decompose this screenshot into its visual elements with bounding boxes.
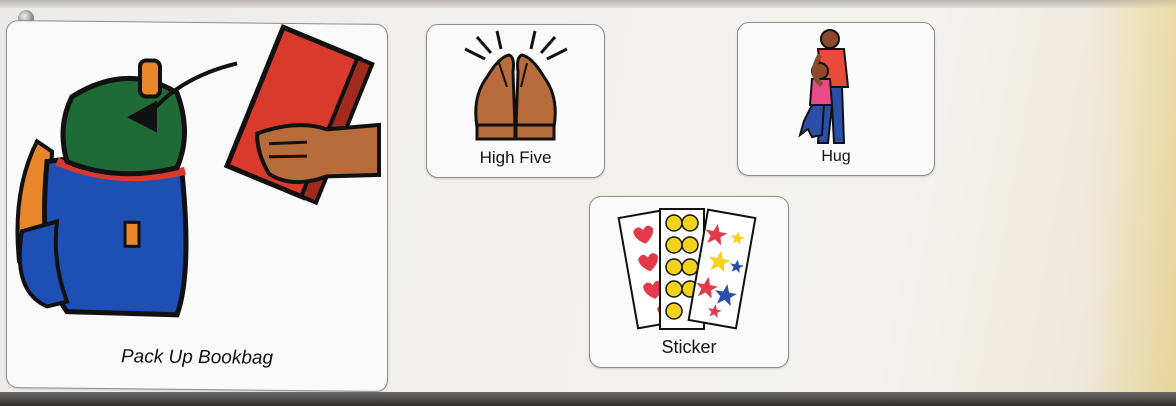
backpack-book-icon	[7, 21, 387, 325]
board-top-edge	[0, 0, 1176, 8]
light-reflection	[1086, 0, 1176, 392]
card-high-five[interactable]	[426, 24, 605, 178]
card-label: Pack Up Bookbag	[120, 346, 274, 369]
card-hug[interactable]	[737, 22, 935, 176]
hug-people-icon	[738, 25, 934, 145]
card-pack-up-bookbag[interactable]	[6, 20, 388, 392]
sticker-sheets-icon	[590, 199, 788, 334]
high-five-hands-icon	[427, 27, 604, 142]
card-label: Hug	[821, 148, 851, 165]
card-label: Sticker	[661, 337, 717, 357]
card-label: High Five	[479, 148, 552, 167]
board-bottom-edge	[0, 392, 1176, 406]
card-sticker[interactable]	[589, 196, 789, 368]
